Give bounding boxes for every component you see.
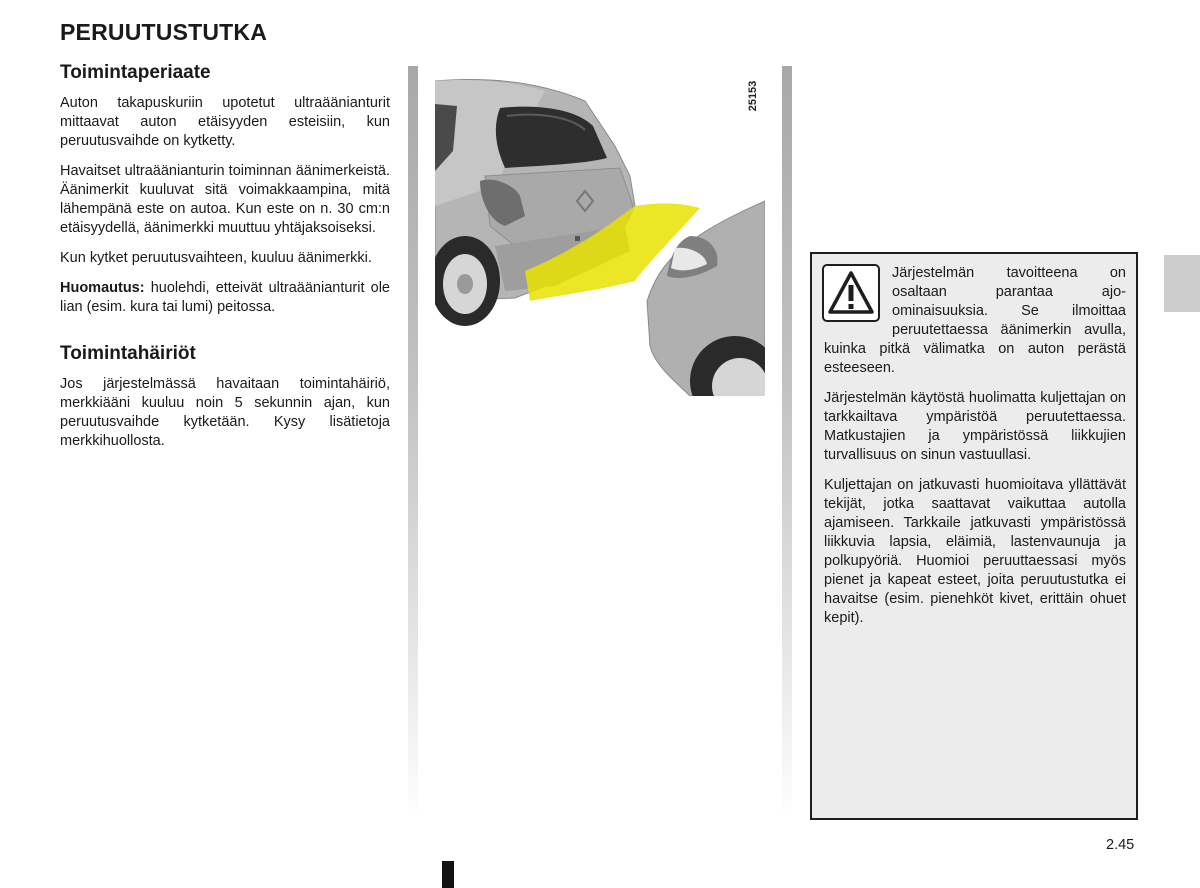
bottom-marker xyxy=(442,861,454,888)
column-divider-right xyxy=(782,66,792,820)
paragraph-note xyxy=(60,279,390,317)
paragraph-beeps: Havaitset ultraäänianturin toiminnan äänimerkeistä. Äänimerkit kuuluvat sitä voimakkaampina, mitä lähempänä este on autoa. Kun este on n. 30 cm:n etäisyydellä, äänimerkki muuttuu yhtäjaksoiseksi. xyxy=(60,163,390,236)
paragraph-reverse-gear: Kun kytket peruutusvaihteen, kuuluu äänimerkki. xyxy=(60,250,372,266)
column-divider-left xyxy=(408,66,418,820)
chapter-thumb-tab xyxy=(1164,255,1200,312)
note-label: Huomautus: xyxy=(60,280,145,296)
left-column xyxy=(60,62,390,462)
figure-code xyxy=(733,76,773,116)
parking-sensor-illustration xyxy=(435,76,765,396)
page-title: PERUUTUSTUTKA xyxy=(60,19,268,45)
section-heading-principle: Toimintaperiaate xyxy=(60,62,211,83)
page-number: 2.45 xyxy=(1106,837,1135,853)
warning-text xyxy=(824,264,1126,639)
paragraph-malfunction: Jos järjestelmässä havaitaan toimintahäiriö, merkkiääni kuuluu noin 5 sekunnin ajan, kun peruutusvaihde kytketään. Kysy lisätietoja merkkihuollosta. xyxy=(60,376,390,449)
warning-paragraph-responsibility: Järjestelmän käytöstä huolimatta kuljettajan on tarkkailtava ympäristöä peruutettaessa. Matkustajien ja ympäristössä liikkujien turvallisuus on sinun vastuullasi. xyxy=(824,390,1126,463)
warning-paragraph-purpose: Järjestelmän tavoitteena on osaltaan parantaa ajo-ominaisuuksia. Se ilmoittaa peruutettaessa äänimerkin avulla, kuinka pitkä välimatka on auton perästä esteeseen. xyxy=(824,265,1126,376)
figure-code-text: 25153 xyxy=(747,80,759,112)
paragraph-sensors: Auton takapuskuriin upotetut ultraäänianturit mittaavat auton etäisyyden esteisiin, kun peruutusvaihde on kytketty. xyxy=(60,95,390,149)
warning-box xyxy=(810,252,1138,820)
section-heading-malfunctions: Toimintahäiriöt xyxy=(60,343,196,364)
note-text: huolehdi, etteivät ultraäänianturit ole lian (esim. kura tai lumi) peitossa. xyxy=(60,280,390,315)
warning-paragraph-attention: Kuljettajan on jatkuvasti huomioitava yllättävät tekijät, jotka saattavat vaikuttaa autolla ajamiseen. Tarkkaile jatkuvasti ympäristössä liikkuvia lapsia, eläimiä, lastenvaunuja ja polkupyöriä. Huomioi peruuttaessasi myös pienet ja kapeat esteet, joita peruutustutka ei havaitse (esim. pienehköt kivet, erittäin ohuet kepit). xyxy=(824,477,1126,626)
